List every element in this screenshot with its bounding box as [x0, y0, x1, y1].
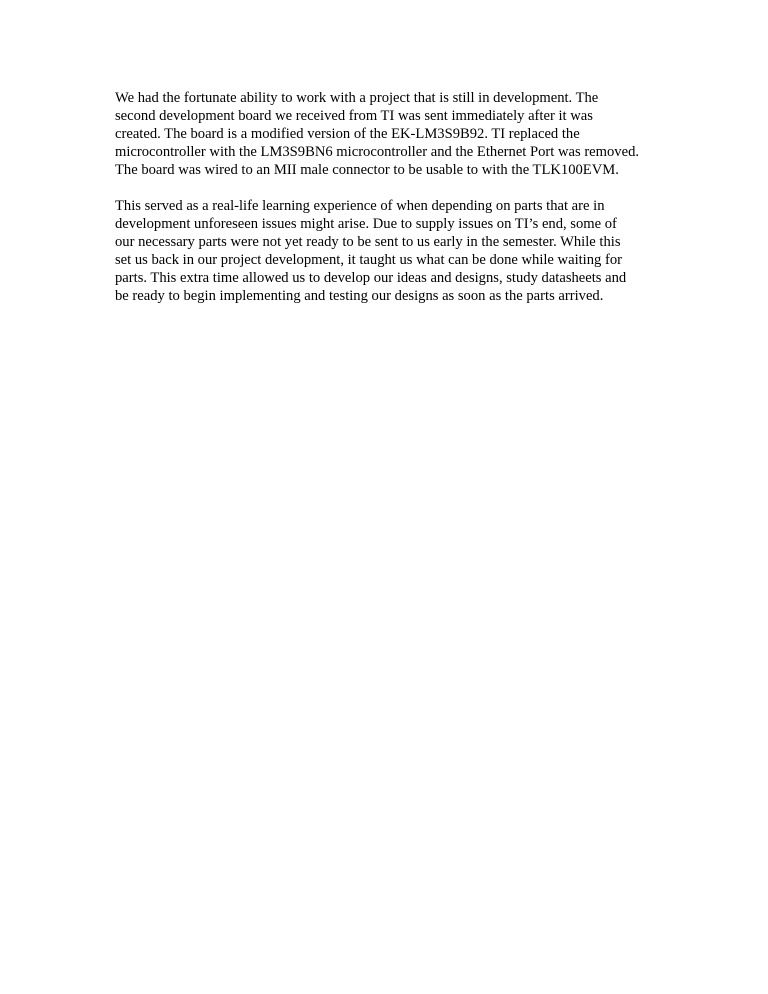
paragraph-project-background	[115, 89, 675, 179]
text-line: parts. This extra time allowed us to develop our ideas and designs, study datasheets and	[115, 270, 627, 286]
paragraph-learning-experience	[115, 197, 675, 305]
text-line: development unforeseen issues might arise. Due to supply issues on TI’s end, some of	[115, 216, 617, 232]
text-line: This served as a real-life learning experience of when depending on parts that are in	[115, 198, 605, 214]
text-line: set us back in our project development, it taught us what can be done while waiting for	[115, 252, 622, 268]
text-line: The board was wired to an MII male connector to be usable to with the TLK100EVM.	[115, 162, 619, 178]
text-line: created. The board is a modified version of the EK-LM3S9B92. TI replaced the	[115, 126, 580, 142]
paragraph-spacer	[115, 179, 675, 197]
text-line: second development board we received from TI was sent immediately after it was	[115, 108, 593, 124]
document-body	[115, 89, 675, 305]
text-line: be ready to begin implementing and testing our designs as soon as the parts arrived.	[115, 288, 604, 304]
text-line: microcontroller with the LM3S9BN6 microcontroller and the Ethernet Port was removed.	[115, 144, 640, 160]
text-line: our necessary parts were not yet ready to be sent to us early in the semester. While this	[115, 234, 621, 250]
text-line: We had the fortunate ability to work with a project that is still in development. The	[115, 90, 599, 106]
